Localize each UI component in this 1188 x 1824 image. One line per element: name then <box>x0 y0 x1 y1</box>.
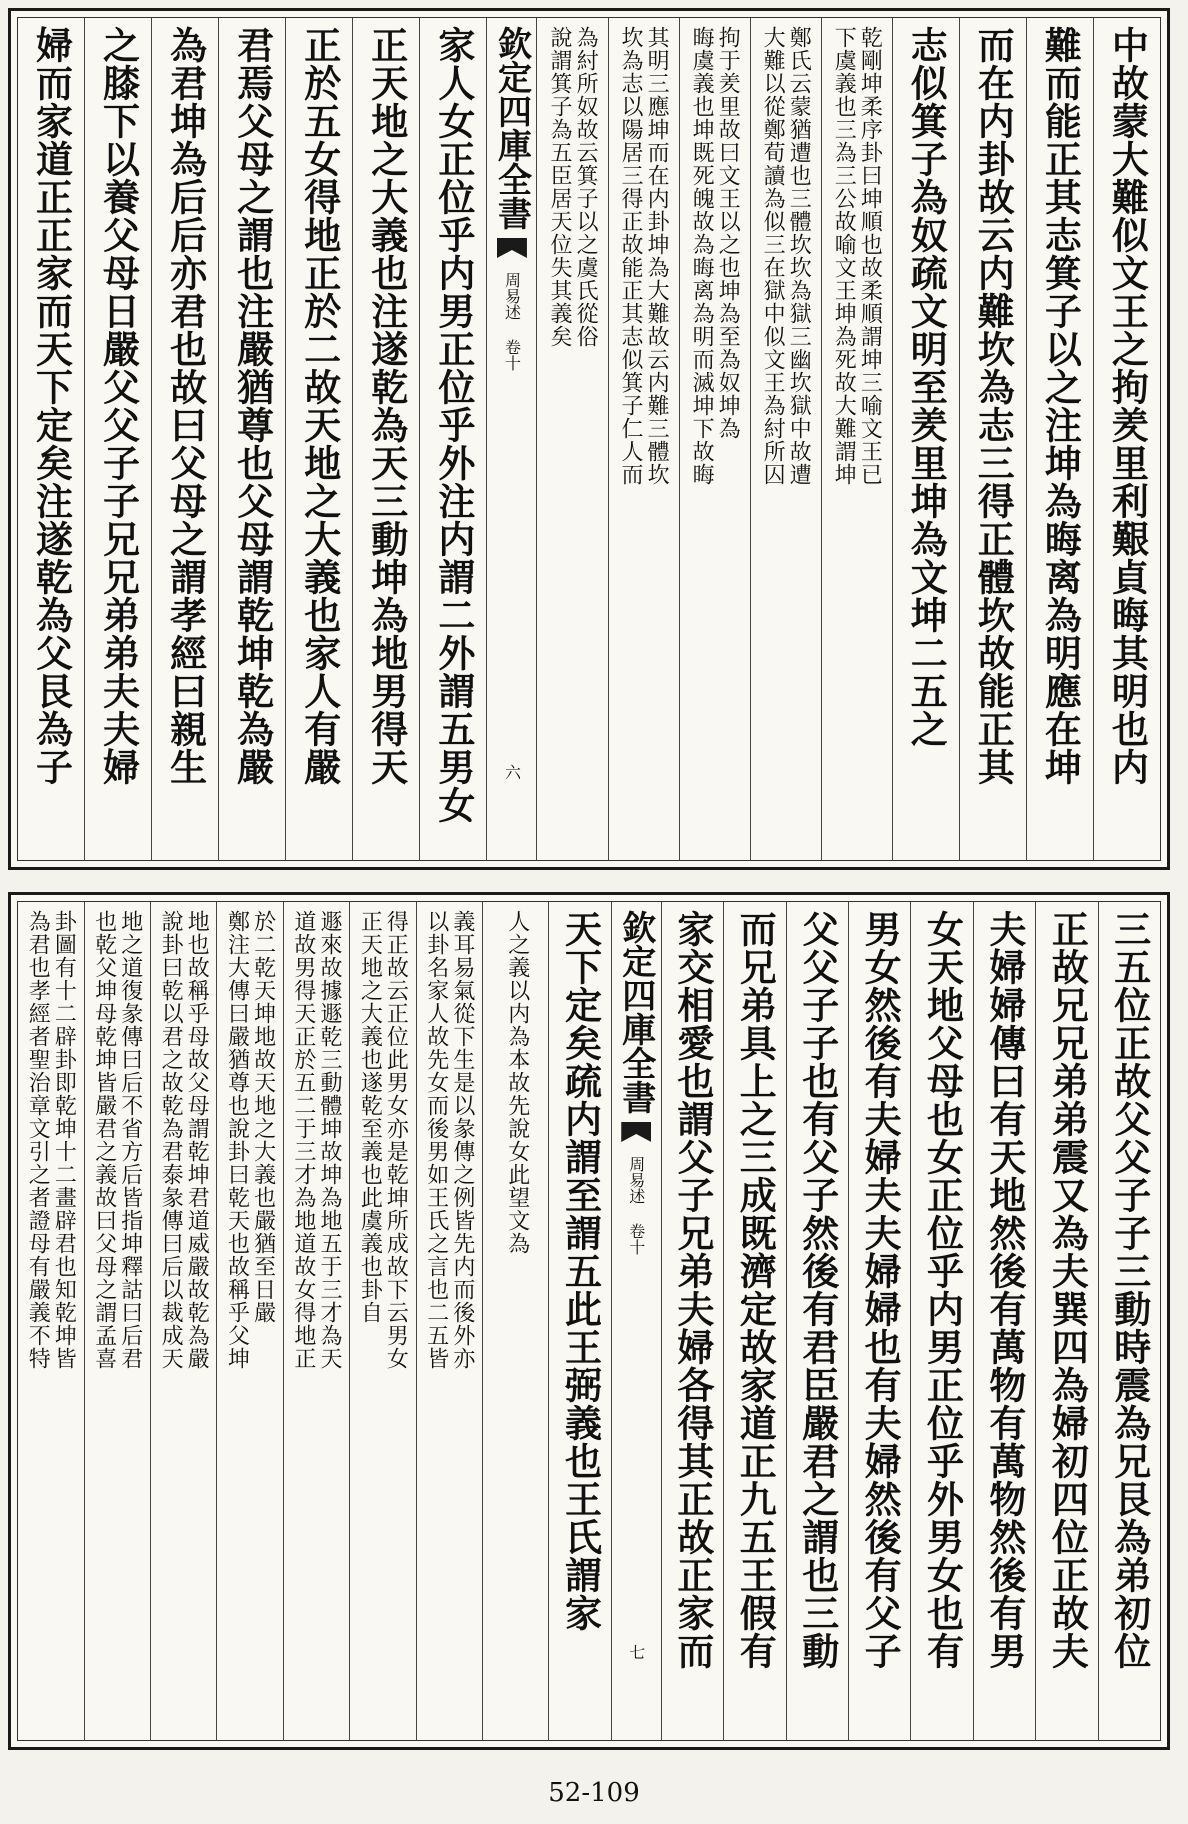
book-title: 欽定四庫全書 <box>491 26 532 230</box>
main-text: 男女然後有夫婦夫夫婦婦也有夫婦然後有父子 <box>858 910 903 1670</box>
main-text: 正天地之大義也注遂乾為天三動坤為地男得天 <box>364 26 409 786</box>
commentary-text: 地也故稱乎母故父母謂乾坤君道威嚴故乾為嚴 <box>184 910 210 1370</box>
text-column <box>608 18 679 860</box>
text-column <box>18 18 84 860</box>
center-fold-column <box>611 902 661 1740</box>
text-column <box>151 18 218 860</box>
main-text: 正故兄兄弟弟震又為夫巽四為婦初四位正故夫 <box>1045 910 1090 1670</box>
text-column <box>536 18 607 860</box>
commentary-text: 遯來故據遯乾三動體坤故坤為地五于三才為天 <box>317 910 343 1370</box>
commentary-text: 鄭氏云蒙猶遭也三體坎坎為獄三幽坎獄中故遭 <box>786 26 812 486</box>
text-column <box>679 18 750 860</box>
commentary-pair <box>26 910 75 1740</box>
commentary-text: 乾剛坤柔序卦曰坤順也故柔順謂坤三喻文王已 <box>857 26 883 486</box>
commentary-text: 坎為志以陽居三得正故能正其志似箕子仁人而 <box>618 26 644 486</box>
text-column <box>750 18 821 860</box>
commentary-pair <box>358 910 407 1740</box>
commentary-pair <box>225 910 274 1740</box>
commentary-text: 地之道復彖傳曰后不省方后皆指坤釋詁曰后君 <box>117 910 143 1370</box>
commentary-pair <box>93 910 142 1740</box>
page-number: 52-109 <box>548 1778 640 1808</box>
text-column <box>352 18 419 860</box>
text-columns-top <box>17 17 1161 861</box>
text-column <box>283 902 349 1740</box>
text-column <box>349 902 415 1740</box>
commentary-text: 晦虞義也坤既死魄故為晦离為明而滅坤下故晦 <box>689 26 715 486</box>
commentary-text: 其明三應坤而在内卦坤為大難故云内難三體坎 <box>644 26 670 486</box>
main-text: 家交相愛也謂父子兄弟夫婦各得其正故正家而 <box>670 910 715 1670</box>
text-column <box>723 902 785 1740</box>
text-columns-bottom <box>17 901 1161 1741</box>
text-column <box>892 18 959 860</box>
commentary-text: 說卦曰乾以君之故乾為君泰彖傳曰后以裁成天 <box>158 910 184 1370</box>
text-column <box>910 902 972 1740</box>
commentary-text: 為紂所奴故云箕子以之虞氏從俗 <box>573 26 599 348</box>
text-column <box>786 902 848 1740</box>
commentary-pair <box>159 910 208 1740</box>
commentary-pair <box>548 26 597 860</box>
commentary-text: 說謂箕子為五臣居天位失其義矣 <box>546 26 572 348</box>
text-column <box>1035 902 1097 1740</box>
commentary-pair <box>619 26 668 860</box>
main-text: 而兄弟具上之三成既濟定故家道正九五王假有 <box>733 910 778 1670</box>
volume-label: 周易述 卷十 <box>626 1156 646 1255</box>
page-panel-top <box>8 8 1170 870</box>
main-text: 夫婦婦傳曰有天地然後有萬物有萬物然後有男 <box>982 910 1027 1670</box>
book-title: 欽定四庫全書 <box>615 910 656 1114</box>
commentary-text: 以卦名家人故先女而後男如王氏之言也二五皆 <box>423 910 449 1370</box>
main-text: 家人女正位乎内男正位乎外注内謂二外謂五男女 <box>431 26 476 824</box>
fishtail-mark-icon <box>621 1122 651 1142</box>
commentary-text: 鄭注大傳曰嚴猶尊也說卦曰乾天也故稱乎父坤 <box>224 910 250 1370</box>
commentary-text: 為君也孝經者聖治章文引之者證母有嚴義不特 <box>25 910 51 1370</box>
commentary-pair <box>503 910 529 1740</box>
commentary-text: 道故男得天正於五二于三才為地道故女得地正 <box>290 910 316 1370</box>
commentary-text: 得正故云正位此男女亦是乾坤所成故下云男女 <box>383 910 409 1370</box>
commentary-pair <box>690 26 739 860</box>
text-column <box>285 18 352 860</box>
commentary-text: 拘于羑里故曰文王以之也坤為至為奴坤為 <box>715 26 741 440</box>
text-column <box>419 18 486 860</box>
text-column <box>661 902 723 1740</box>
main-text: 三五位正故父父子子三動時震為兄艮為弟初位 <box>1107 910 1152 1670</box>
main-text: 父父子子也有父子然後有君臣嚴君之謂也三動 <box>795 910 840 1670</box>
commentary-text: 大難以從鄭荀讀為似三在獄中似文王為紂所囚 <box>760 26 786 486</box>
text-column <box>216 902 282 1740</box>
text-column <box>84 18 151 860</box>
text-column <box>548 902 610 1740</box>
commentary-text: 人之義以内為本故先說女此望文為 <box>504 910 530 1255</box>
main-text: 正於五女得地正於二故天地之大義也家人有嚴 <box>297 26 342 786</box>
main-text: 中故蒙大難似文王之拘羑里利艱貞晦其明也内 <box>1105 26 1150 786</box>
commentary-text: 正天地之大義也遂乾至義也此虞義也卦自 <box>357 910 383 1324</box>
folio-number: 六 <box>502 764 522 780</box>
main-text: 君焉父母之謂也注嚴猶尊也父母謂乾坤乾為嚴 <box>230 26 275 786</box>
text-column <box>416 902 482 1740</box>
text-column <box>1098 902 1160 1740</box>
text-column <box>84 902 150 1740</box>
text-column <box>218 18 285 860</box>
commentary-text: 於二乾天坤地故天地之大義也嚴猶至日嚴 <box>250 910 276 1324</box>
fishtail-mark-icon <box>497 238 527 258</box>
commentary-text: 下虞義也三為三公故喻文王坤為死故大難謂坤 <box>831 26 857 486</box>
commentary-pair <box>832 26 881 860</box>
page-panel-bottom <box>8 892 1170 1750</box>
commentary-text: 也乾父坤母乾坤皆嚴君之義故曰父母之謂孟喜 <box>91 910 117 1370</box>
main-text: 之膝下以養父母日嚴父父子子兄兄弟弟夫夫婦 <box>96 26 141 786</box>
text-column <box>150 902 216 1740</box>
text-column <box>1026 18 1093 860</box>
volume-label: 周易述 卷十 <box>502 272 522 371</box>
text-column <box>973 902 1035 1740</box>
commentary-pair <box>425 910 474 1740</box>
commentary-text: 卦圖有十二辟卦即乾坤十二畫辟君也知乾坤皆 <box>51 910 77 1370</box>
commentary-text: 義耳易氣從下生是以彖傳之例皆先内而後外亦 <box>449 910 475 1370</box>
commentary-pair <box>292 910 341 1740</box>
text-column <box>821 18 892 860</box>
text-column <box>959 18 1026 860</box>
main-text: 天下定矣疏内謂至謂五此王弼義也王氏謂家 <box>558 910 603 1632</box>
main-text: 難而能正其志箕子以之注坤為晦离為明應在坤 <box>1038 26 1083 786</box>
text-column <box>482 902 548 1740</box>
main-text: 為君坤為后后亦君也故曰父母之謂孝經曰親生 <box>163 26 208 786</box>
center-fold-column <box>486 18 536 860</box>
main-text: 志似箕子為奴疏文明至羑里坤為文坤二五之 <box>904 26 949 748</box>
folio-number: 七 <box>626 1644 646 1660</box>
main-text: 而在内卦故云内難坎為志三得正體坎故能正其 <box>971 26 1016 786</box>
text-column <box>1093 18 1160 860</box>
commentary-pair <box>761 26 810 860</box>
text-column <box>848 902 910 1740</box>
text-column <box>18 902 83 1740</box>
main-text: 婦而家道正正家而天下定矣注遂乾為父艮為子 <box>29 26 74 786</box>
main-text: 女天地父母也女正位乎内男正位乎外男女也有 <box>920 910 965 1670</box>
